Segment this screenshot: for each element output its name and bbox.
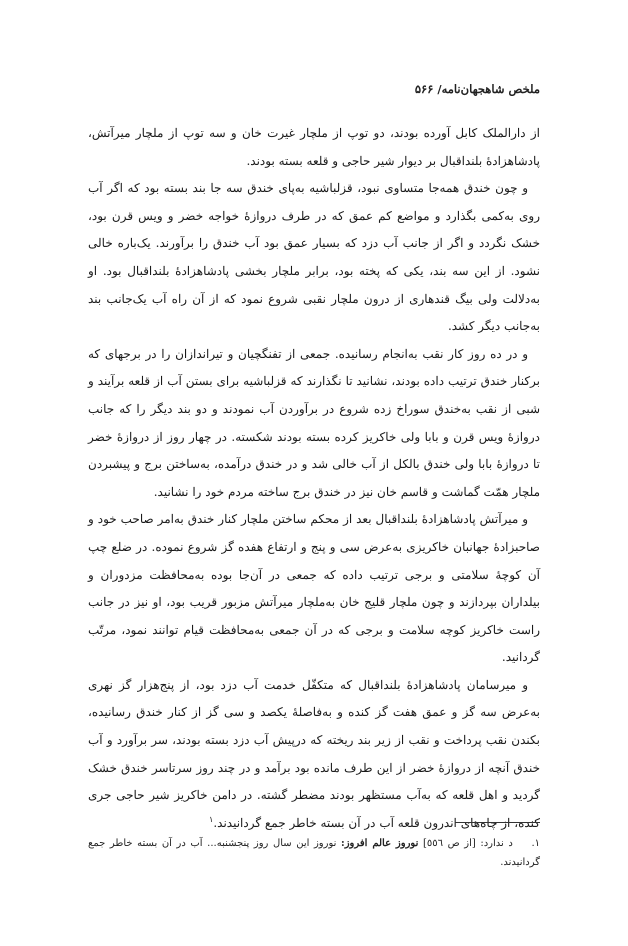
running-header: ملخص شاهجهان‌نامه/ ۵۶۶ — [414, 82, 540, 96]
paragraph: از دارالملک کابل آورده بودند، دو توپ از ملچار غیرت خان و سه توپ از ملچار میرآتش، پادشاهزادهٔ بلنداقبال بر دیوار شیر حاجی و قلعه بسته بودند. — [88, 126, 540, 168]
footnote-heading: نوروز عالم افروز: — [341, 838, 419, 849]
paragraph: و میرآتش پادشاهزادهٔ بلنداقبال بعد از محکم ساختن ملچار کنار خندق به‌امر صاحب خود و صاحبزادهٔ جهانبان خاکریزی به‌عرض سی و پنج و ارتفاع هفده گز شروع نموده. در ضلع چپ آن کوچهٔ سلامتی و برجی ترتیب داده که جمعی در آن‌جا بوده به‌محافظت مزدوران و بیلداران بپردازند و چون ملچار قلیج خان به‌ملچار میرآتش مزبور قریب بود، او نیز در جانب راست خاکریز کوچه سلامت و برجی که در آن جمعی به‌محافظت قیام توانند نمود، مرتّب گردانید. — [88, 512, 540, 665]
footnote — [88, 834, 540, 872]
footnote-marker: ۱ — [209, 814, 214, 824]
footnote-separator — [455, 822, 540, 823]
footnote-prefix: د ندارد: [از ص ٥٥٦] — [422, 838, 513, 849]
paragraph-last — [88, 672, 540, 838]
paragraph: و در ده روز کار نقب به‌انجام رسانیده. جمعی از تفنگچیان و تیراندازان را در برجهای که برکنار خندق ترتیب داده بودند، نشانید تا نگذارند که قزلباشیه برای بستن آب از قلعه برآیند و شبی از نقب به‌خندق سوراخ زده شروع در برآوردن آب نمودند و دو بند دیگر را که جانب دروازهٔ ویس قرن و بابا ولی خاکریز کرده بسته بودند شکسته. در چهار روز از دروازهٔ خضر تا دروازهٔ بابا ولی خندق بالکل از آب خالی شد و در خندق درآمده، به‌ساختن برج و پیشبردن ملچار همّت گماشت و قاسم خان نیز در خندق برج ساخته مردم خود را نشانید. — [88, 346, 540, 499]
paragraph-text: و میرسامان پادشاهزادهٔ بلنداقبال که متکفّل خدمت آب دزد بود، از پنج‌هزار گز نهری به‌عرض سه گز و عمق هفت گز کنده و به‌فاصلهٔ یکصد و سی گز از کنار خندق رسانیده، بکندن نقب پرداخت و نقب از زیر بند ریخته که درپیش آب دزد بسته بودند، سر برآورد و آب خندق آنچه از دروازهٔ خضر از این طرف مانده بود برآمد و در چند روز سرتاسر خندق خشک گردید و اهل قلعه که به‌آب مستظهر بودند مضطر گشته. در دامن خاکریز شیر حاجی جری کنده، از چاه‌های اندرون قلعه آب در آن بسته خاطر جمع گردانیدند. — [88, 677, 540, 830]
paragraph: و چون خندق همه‌جا متساوی نبود، قزلباشیه به‌پای خندق سه جا بند بسته بود که اگر آب روی به‌کمی بگذارد و مواضع کم عمق که در طرف دروازهٔ خواجه خضر و ویس قرن بود، خشک نگردد و اگر از جانب آب دزد که بسیار عمق بود آب خندق را برآورند. یک‌باره خالی نشود. از این سه بند، یکی که پخته بود، برابر ملچار بخشی پادشاهزادهٔ بلنداقبال بود. او به‌دلالت ولی بیگ قندهاری از درون ملچار نقبی شروع نمود که از آن راه آب یک‌جانب بند به‌جانب دیگر کشد. — [88, 181, 540, 334]
footnote-text: نوروز این سال روز پنجشنبه... آب در آن بسته خاطر جمع گردانیدند. — [88, 838, 540, 868]
body-text — [88, 120, 540, 837]
footnote-number: ۱. — [531, 838, 541, 849]
